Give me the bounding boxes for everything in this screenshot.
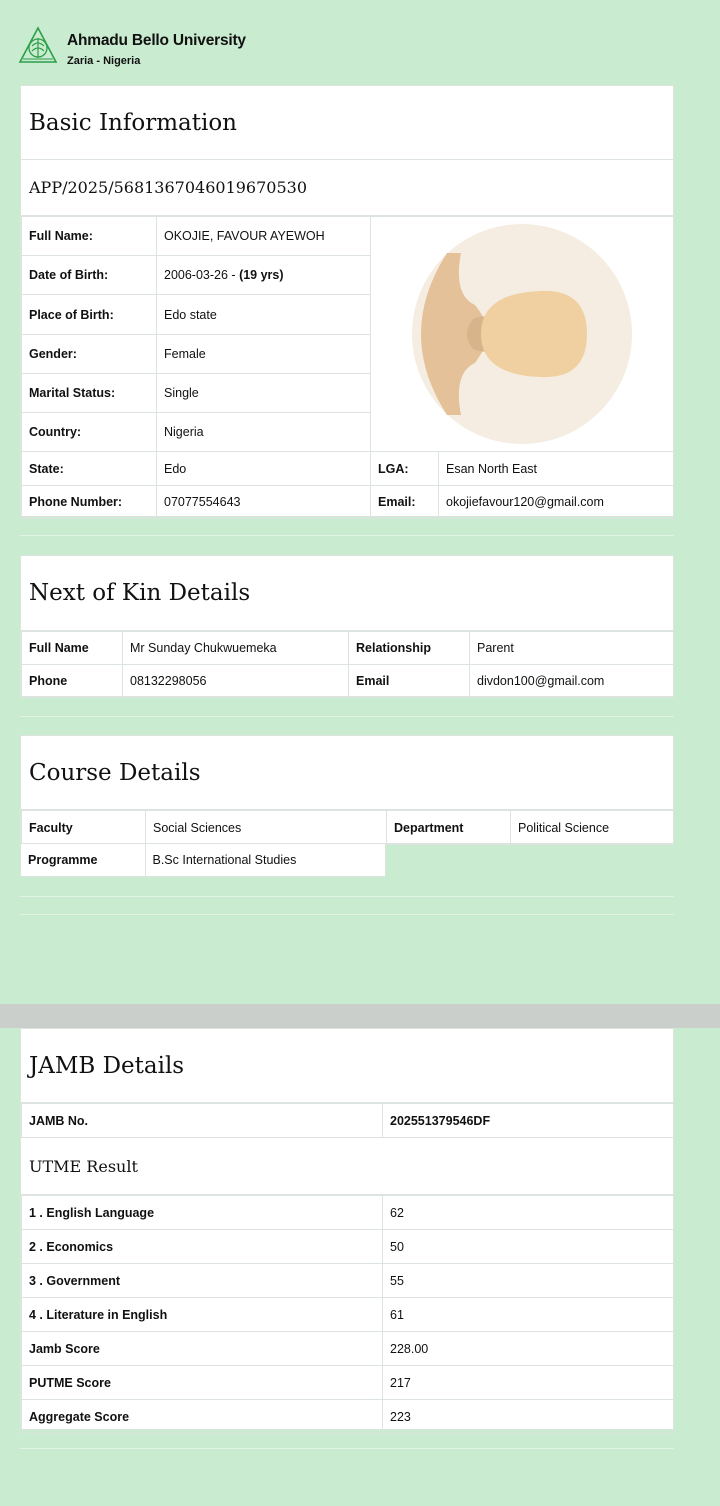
age: (19 yrs) <box>239 268 284 282</box>
divider <box>20 914 674 915</box>
utme-subject-score: 50 <box>383 1230 674 1264</box>
next-of-kin-card <box>20 555 674 697</box>
course-details-table <box>21 810 674 845</box>
utme-result-row <box>22 1366 674 1400</box>
date-of-birth-value <box>157 256 371 295</box>
divider <box>20 535 674 536</box>
gender-label: Gender: <box>22 335 157 374</box>
utme-subject-label: 4 . Literature in English <box>22 1298 383 1332</box>
next-of-kin-table <box>21 631 674 698</box>
email-value: okojiefavour120@gmail.com <box>439 486 674 519</box>
utme-subject-label: 2 . Economics <box>22 1230 383 1264</box>
utme-subject-label: 1 . English Language <box>22 1196 383 1230</box>
kin-email-value: divdon100@gmail.com <box>470 665 674 698</box>
utme-result-row <box>22 1298 674 1332</box>
state-value: Edo <box>157 452 371 486</box>
utme-result-row <box>22 1264 674 1298</box>
jamb-number-label: JAMB No. <box>22 1104 383 1138</box>
utme-result-table <box>21 1195 674 1434</box>
utme-subject-label: Jamb Score <box>22 1332 383 1366</box>
utme-subject-score: 55 <box>383 1264 674 1298</box>
page-break-band <box>0 1004 720 1028</box>
utme-result-row <box>22 1332 674 1366</box>
country-label: Country: <box>22 413 157 452</box>
kin-relationship-label: Relationship <box>349 632 470 665</box>
date-of-birth-date: 2006-03-26 - <box>164 268 240 282</box>
state-label: State: <box>22 452 157 486</box>
utme-subject-score: 62 <box>383 1196 674 1230</box>
utme-subject-score: 217 <box>383 1366 674 1400</box>
utme-result-row <box>22 1230 674 1264</box>
utme-subject-label: Aggregate Score <box>22 1400 383 1434</box>
full-name-value: OKOJIE, FAVOUR AYEWOH <box>157 217 371 256</box>
place-of-birth-label: Place of Birth: <box>22 295 157 335</box>
jamb-details-title: JAMB Details <box>21 1029 673 1103</box>
next-of-kin-title: Next of Kin Details <box>21 556 673 631</box>
utme-subject-score: 228.00 <box>383 1332 674 1366</box>
divider <box>20 896 674 897</box>
utme-subject-label: PUTME Score <box>22 1366 383 1400</box>
marital-status-value: Single <box>157 374 371 413</box>
course-details-title: Course Details <box>21 736 673 810</box>
department-value: Political Science <box>511 811 674 845</box>
kin-relationship-value: Parent <box>470 632 674 665</box>
utme-result-row <box>22 1400 674 1434</box>
date-of-birth-label: Date of Birth: <box>22 256 157 295</box>
phone-number-value: 07077554643 <box>157 486 371 519</box>
full-name-label: Full Name: <box>22 217 157 256</box>
course-details-card <box>20 735 674 844</box>
place-of-birth-value: Edo state <box>157 295 371 335</box>
phone-number-label: Phone Number: <box>22 486 157 519</box>
programme-value: B.Sc International Studies <box>152 853 297 867</box>
programme-row <box>20 843 386 877</box>
jamb-details-card <box>20 1028 674 1430</box>
country-value: Nigeria <box>157 413 371 452</box>
applicant-photo <box>411 223 633 445</box>
application-number: APP/2025/5681367046019670530 <box>21 160 673 216</box>
utme-subject-score: 223 <box>383 1400 674 1434</box>
utme-subject-label: 3 . Government <box>22 1264 383 1298</box>
programme-label: Programme <box>21 844 145 876</box>
faculty-value: Social Sciences <box>146 811 387 845</box>
page-header <box>18 26 246 70</box>
kin-name-value: Mr Sunday Chukwuemeka <box>123 632 349 665</box>
kin-email-label: Email <box>349 665 470 698</box>
email-label: Email: <box>371 486 439 519</box>
utme-result-row <box>22 1196 674 1230</box>
lga-label: LGA: <box>371 452 439 486</box>
kin-phone-value: 08132298056 <box>123 665 349 698</box>
basic-information-card <box>20 85 674 517</box>
basic-information-title: Basic Information <box>21 86 673 160</box>
photo-cell <box>371 217 674 452</box>
faculty-label: Faculty <box>22 811 146 845</box>
marital-status-label: Marital Status: <box>22 374 157 413</box>
jamb-number-table <box>21 1103 674 1138</box>
university-location: Zaria - Nigeria <box>67 55 141 67</box>
utme-result-title: UTME Result <box>21 1138 673 1195</box>
utme-subject-score: 61 <box>383 1298 674 1332</box>
university-crest-icon <box>18 26 58 66</box>
kin-name-label: Full Name <box>22 632 123 665</box>
basic-information-table <box>21 216 674 519</box>
lga-value: Esan North East <box>439 452 674 486</box>
divider <box>20 716 674 717</box>
divider <box>20 1448 674 1449</box>
department-label: Department <box>387 811 511 845</box>
kin-phone-label: Phone <box>22 665 123 698</box>
jamb-number-value: 202551379546DF <box>383 1104 674 1138</box>
gender-value: Female <box>157 335 371 374</box>
university-name: Ahmadu Bello University <box>67 32 246 49</box>
